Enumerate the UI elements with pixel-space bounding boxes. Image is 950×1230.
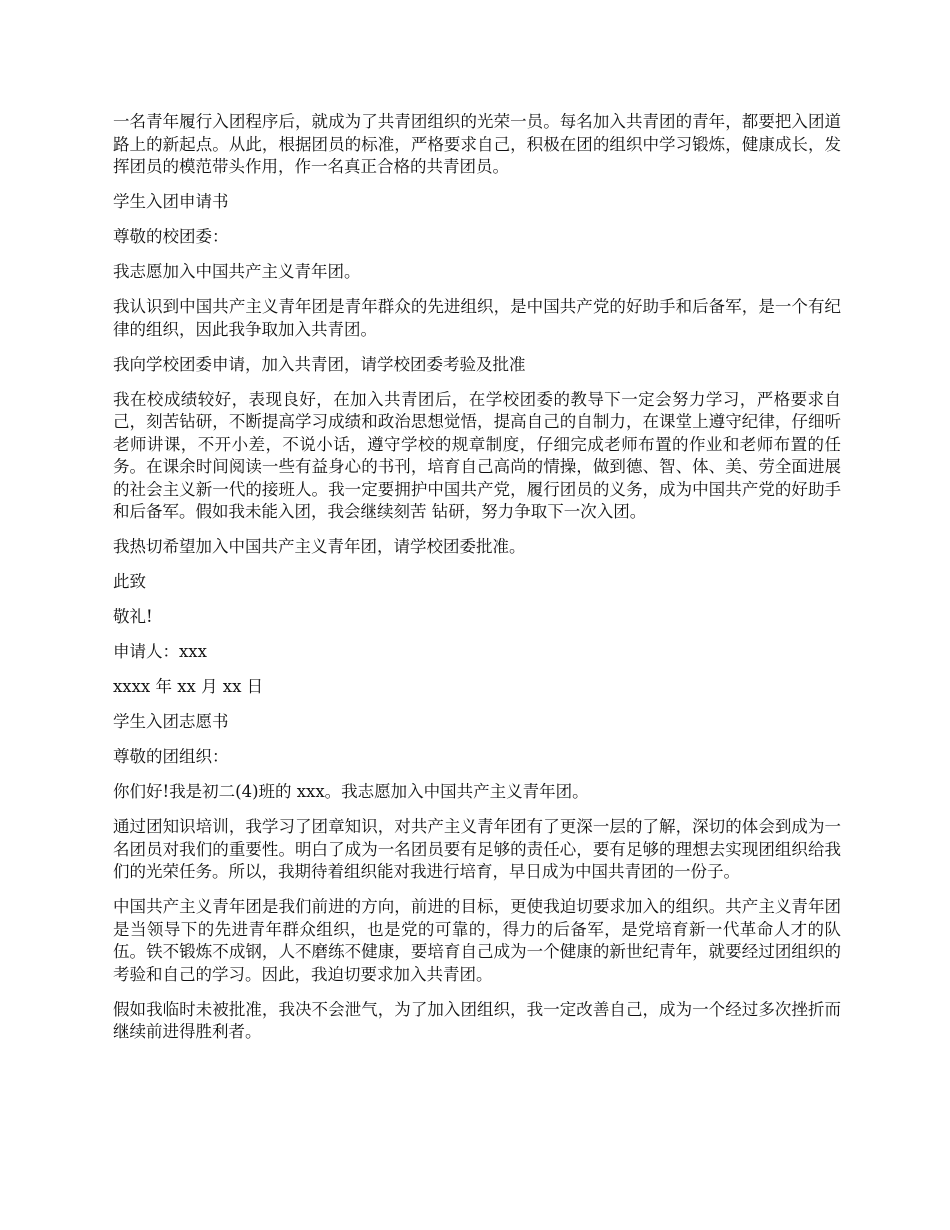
body-paragraph: 我热切希望加入中国共产主义青年团，请学校团委批准。 — [113, 537, 526, 556]
body-paragraph: 我志愿加入中国共产主义青年团。 — [113, 262, 361, 281]
body-paragraph: 假如我临时未被批准，我决不会泄气，为了加入团组织，我一定改善自己，成为一个经过多次挫折而继续前进得胜利者。 — [113, 999, 841, 1041]
body-paragraph: 我认识到中国共产主义青年团是青年群众的先进组织，是中国共产党的好助手和后备军，是一个有纪律的组织，因此我争取加入共青团。 — [113, 297, 841, 339]
salutation-organization: 尊敬的团组织： — [113, 747, 229, 766]
body-paragraph: 中国共产主义青年团是我们前进的方向，前进的目标，更使我迫切要求加入的组织。共产主义青年团是当领导下的先进青年群众组织，也是党的可靠的，得力的后备军，是党培育新一代革命人才的队伍。铁不锻炼不成钢，人不磨练不健康，要培育自己成为一个健康的新世纪青年，就要经过团组织的考验和自己的学习。因此，我迫切要求加入共青团。 — [113, 897, 841, 984]
applicant-signature: 申请人：xxx — [113, 642, 207, 661]
section-title-pledge: 学生入团志愿书 — [113, 712, 229, 731]
body-paragraph: 我在校成绩较好，表现良好，在加入共青团后，在学校团委的教导下一定会努力学习，严格要求自己，刻苦钻研，不断提高学习成绩和政治思想觉悟，提高自己的自制力，在课堂上遵守纪律，仔细听老师讲课，不开小差，不说小话，遵守学校的规章制度，仔细完成老师布置的作业和老师布置的任务。在课余时间阅读一些有益身心的书刊，培育自己高尚的情操，做到德、智、体、美、劳全面进展的社会主义新一代的接班人。我一定要拥护中国共产党，履行团员的义务，成为中国共产党的好助手和后备军。假如我未能入团，我会继续刻苦 钻研，努力争取下一次入团。 — [113, 389, 841, 521]
document-body — [113, 111, 841, 1056]
salutation-school-committee: 尊敬的校团委： — [113, 227, 229, 246]
closing-salute: 敬礼! — [113, 607, 153, 626]
body-paragraph: 通过团知识培训，我学习了团章知识，对共产主义青年团有了更深一层的了解，深切的体会到成为一名团员对我们的重要性。明白了成为一名团员要有足够的责任心，要有足够的理想去实现团组织给我们的光荣任务。所以，我期待着组织能对我进行培育，早日成为中国共青团的一份子。 — [113, 817, 841, 881]
body-paragraph: 你们好!我是初二(4)班的 xxx。我志愿加入中国共产主义青年团。 — [113, 782, 589, 801]
section-title-application: 学生入团申请书 — [113, 192, 229, 211]
body-paragraph: 我向学校团委申请，加入共青团，请学校团委考验及批准 — [113, 354, 526, 374]
closing-line: 此致 — [113, 572, 146, 591]
application-date: xxxx 年 xx 月 xx 日 — [113, 677, 264, 696]
intro-paragraph: 一名青年履行入团程序后，就成为了共青团组织的光荣一员。每名加入共青团的青年，都要把入团道路上的新起点。从此，根据团员的标准，严格要求自己，积极在团的组织中学习锻炼，健康成长，发挥团员的模范带头作用，作一名真正合格的共青团员。 — [113, 112, 841, 176]
